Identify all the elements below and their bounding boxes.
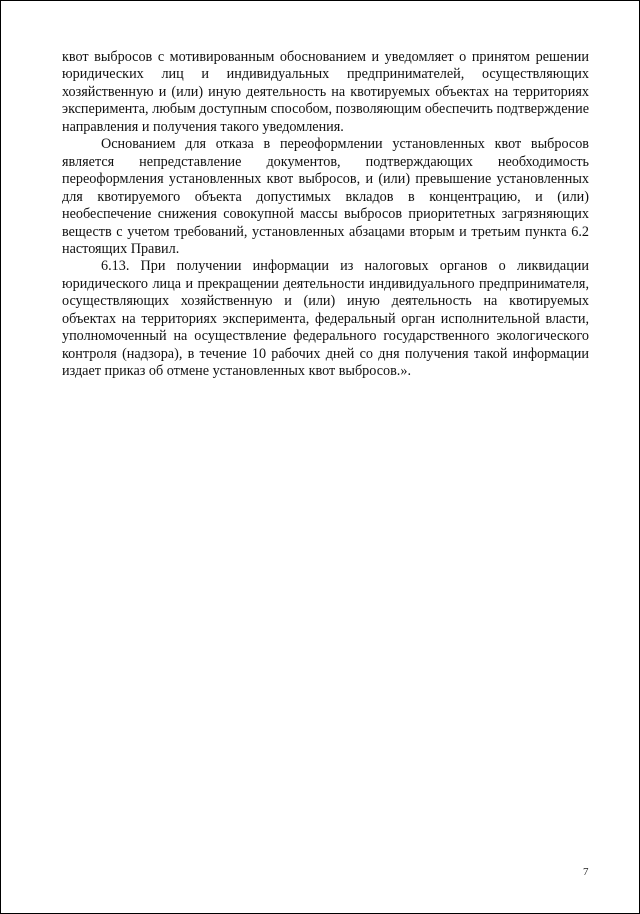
paragraph-continuation: квот выбросов с мотивированным обоснованием и уведомляет о принятом решении юридических лиц и индивидуальных предпринимателей, осуществляющих хозяйственную и (или) иную деятельность на квотируемых объектах на территориях эксперимента, любым доступным способом, позволяющим обеспечить подтверждение направления и получения такого уведомления.: [62, 49, 589, 135]
document-body: [62, 49, 589, 381]
paragraph-clause-6-13: 6.13. При получении информации из налоговых органов о ликвидации юридического лица и прекращении деятельности индивидуального предпринимателя, осуществляющих хозяйственную и (или) иную деятельность на квотируемых объектах на территориях эксперимента, федеральный орган исполнительной власти, уполномоченный на осуществление федерального государственного экологического контроля (надзора), в течение 10 рабочих дней со дня получения такой информации издает приказ об отмене установленных квот выбросов.».: [62, 258, 589, 380]
paragraph-refusal-grounds: Основанием для отказа в переоформлении установленных квот выбросов является непредставление документов, подтверждающих необходимость переоформления установленных квот выбросов, и (или) превышение установленных для квотируемого объекта допустимых вкладов в концентрацию, и (или) необеспечение снижения совокупной массы выбросов приоритетных загрязняющих веществ с учетом требований, установленных абзацами вторым и третьим пункта 6.2 настоящих Правил.: [62, 136, 589, 257]
page-number: 7: [583, 866, 589, 878]
